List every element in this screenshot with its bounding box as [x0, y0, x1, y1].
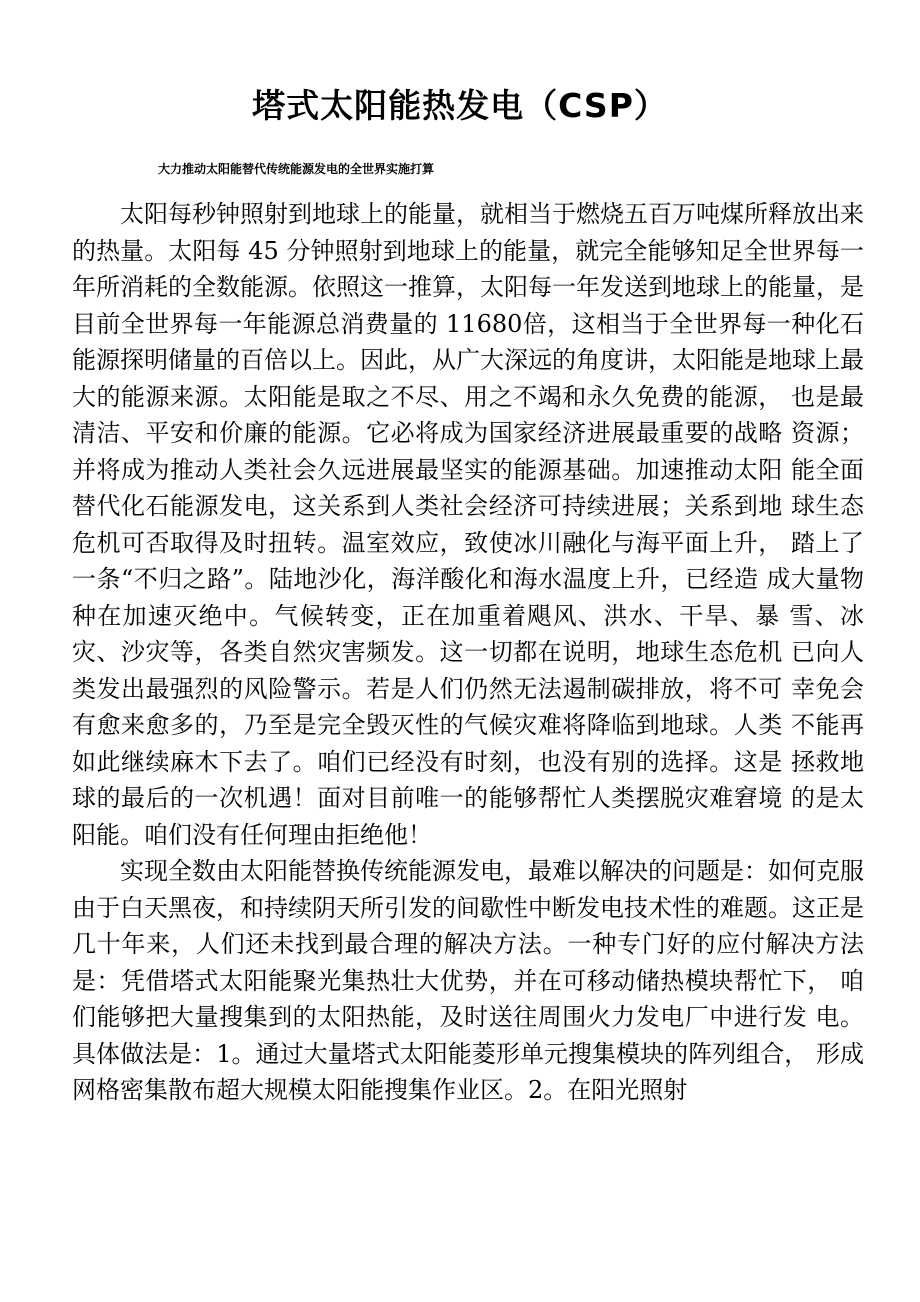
document-body	[72, 196, 864, 1109]
body-paragraph-1: 太阳每秒钟照射到地球上的能量，就相当于燃烧五百万吨煤所释放出来的热量。太阳每 45 分钟照射到地球上的能量，就完全能够知足全世界每一年所消耗的全数能源。依照这一推算，太阳每一年发送到地球上的能量，是目前全世界每一年能源总消费量的 11680倍，这相当于全世界每一种化石能源探明储量的百倍以上。因此，从广大深远的角度讲，太阳能是地球上最大的能源来源。太阳能是取之不尽、用之不竭和永久免费的能源， 也是最清洁、平安和价廉的能源。它必将成为国家经济进展最重要的战略 资源；并将成为推动人类社会久远进展最坚实的能源基础。加速推动太阳 能全面替代化石能源发电，这关系到人类社会经济可持续进展；关系到地 球生态危机可否取得及时扭转。温室效应，致使冰川融化与海平面上升， 踏上了一条“不归之路”。陆地沙化，海洋酸化和海水温度上升，已经造 成大量物种在加速灭绝中。气候转变，正在加重着飓风、洪水、干旱、暴 雪、冰灾、沙灾等，各类自然灾害频发。这一切都在说明，地球生态危机 已向人类发出最强烈的风险警示。若是人们仍然无法遏制碳排放，将不可 幸免会有愈来愈多的，乃至是完全毁灭性的气候灾难将降临到地球。人类 不能再如此继续麻木下去了。咱们已经没有时刻，也没有别的选择。这是 拯救地球的最后的一次机遇！面对目前唯一的能够帮忙人类摆脱灾难窘境 的是太阳能。咱们没有任何理由拒绝他！	[72, 200, 864, 849]
document-subtitle: 大力推动太阳能替代传统能源发电的全世界实施打算	[158, 162, 435, 176]
document-title: 塔式太阳能热发电（CSP）	[252, 86, 668, 125]
body-paragraph-2: 实现全数由太阳能替换传统能源发电，最难以解决的问题是：如何克服由于白天黑夜，和持续阴天所引发的间歇性中断发电技术性的难题。这正是几十年来，人们还未找到最合理的解决方法。一种专门好的应付解决方法是：凭借塔式太阳能聚光集热壮大优势，并在可移动储热模块帮忙下， 咱们能够把大量搜集到的太阳热能，及时送往周围火力发电厂中进行发 电。具体做法是：1。通过大量塔式太阳能菱形单元搜集模块的阵列组合， 形成网格密集散布超大规模太阳能搜集作业区。2。在阳光照射	[72, 857, 864, 1104]
